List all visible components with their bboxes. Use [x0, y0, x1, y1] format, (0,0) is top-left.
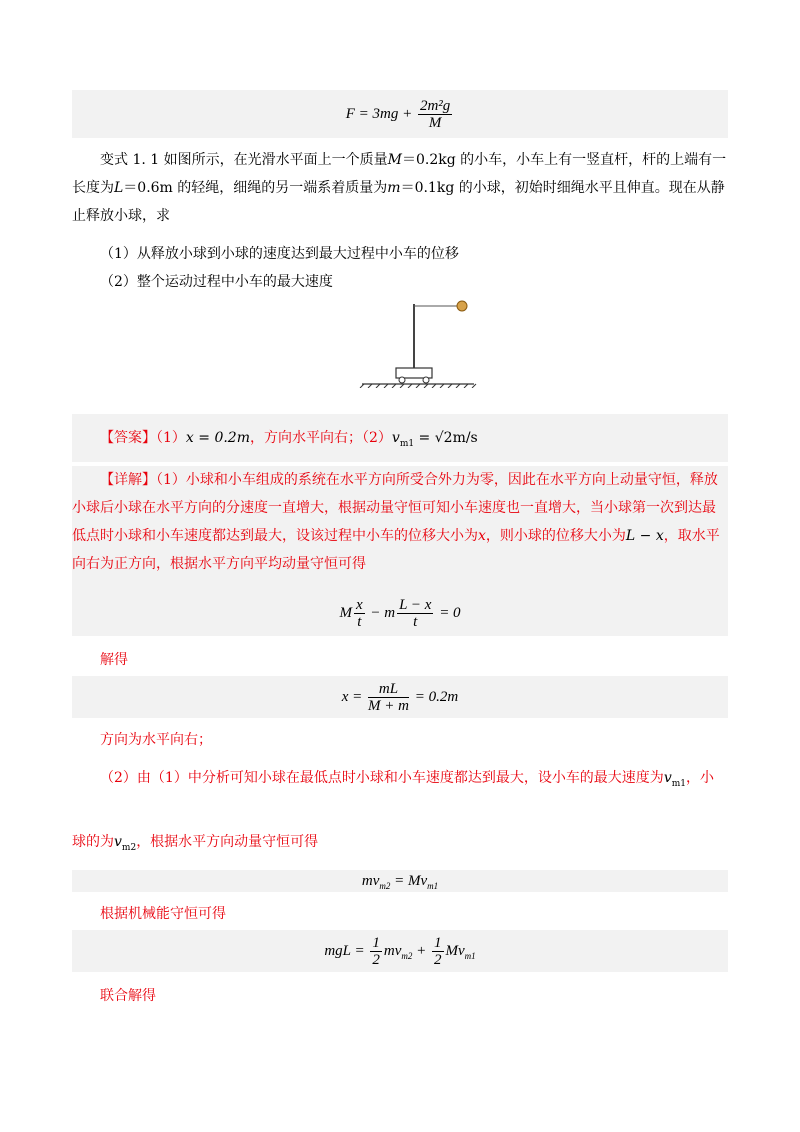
equation-energy: mgL = $\frac{1}{2}$ $mv_{m2}$ + $\frac{1}{2}$ $Mv_{m1}$ [72, 930, 728, 972]
direction-label: 方向为水平向右； [100, 732, 212, 748]
equation-momentum: $mv_{m2} = Mv_{m1}$ [72, 870, 728, 892]
solve-label: 解得 [100, 652, 128, 668]
part2-paragraph: （2）由（1）中分析可知小球在最低点时小球和小车速度都达到最大，设小车的最大速度为$v_{m1}$，小 [100, 770, 714, 789]
cart-body [396, 368, 432, 378]
wheel-left [399, 377, 405, 383]
ball [457, 301, 467, 311]
equation-top: F = 3mg + $\frac{\text{2m²g}}{M}$ [72, 90, 728, 138]
ground-hatch [360, 384, 476, 388]
equation-solution: x = $\frac{mL}{M + m}$ = 0.2m [72, 676, 728, 718]
question-2: （2）整个运动过程中小车的最大速度 [100, 274, 333, 290]
part2-paragraph-cont: 球的为$v_{m2}$，根据水平方向动量守恒可得 [72, 834, 319, 853]
cart-pendulum-figure [358, 298, 478, 388]
answer-line: 【答案】（1）x = 0.2m，方向水平向右；$(2)v_{m1} = √2m/s$ [72, 414, 728, 462]
question-1: （1）从释放小球到小球的速度达到最大过程中小车的位移 [100, 246, 459, 262]
final-label: 联合解得 [100, 988, 156, 1004]
wheel-right [423, 377, 429, 383]
equation-momentum-avg: M $\frac{x}{t}$ − m $\frac{L - x}{t}$ = 0 [339, 597, 461, 631]
problem-statement: 变式 1. 1 如图所示，在光滑水平面上一个质量M＝0.2kg 的小车，小车上有一竖直杆，杆的上端有一长度为L＝0.6m 的轻绳，细绳的另一端系着质量为m＝0.1kg 的小球，初始时细绳水平且伸直。现在从静止释放小球，求 [72, 152, 727, 224]
energy-label: 根据机械能守恒可得 [100, 906, 226, 922]
detail-paragraph: 【详解】（1）小球和小车组成的系统在水平方向所受合外力为零，因此在水平方向上动量守恒，释放小球后小球在水平方向的分速度一直增大，根据动量守恒可知小车速度也一直增大，当小球第一次到达最低点时小球和小车速度都达到最大，设该过程中小车的位移大小为x，则小球的位移大小为L − x，取水平向右为正方向，根据水平方向平均动量守恒可得 [72, 466, 728, 636]
